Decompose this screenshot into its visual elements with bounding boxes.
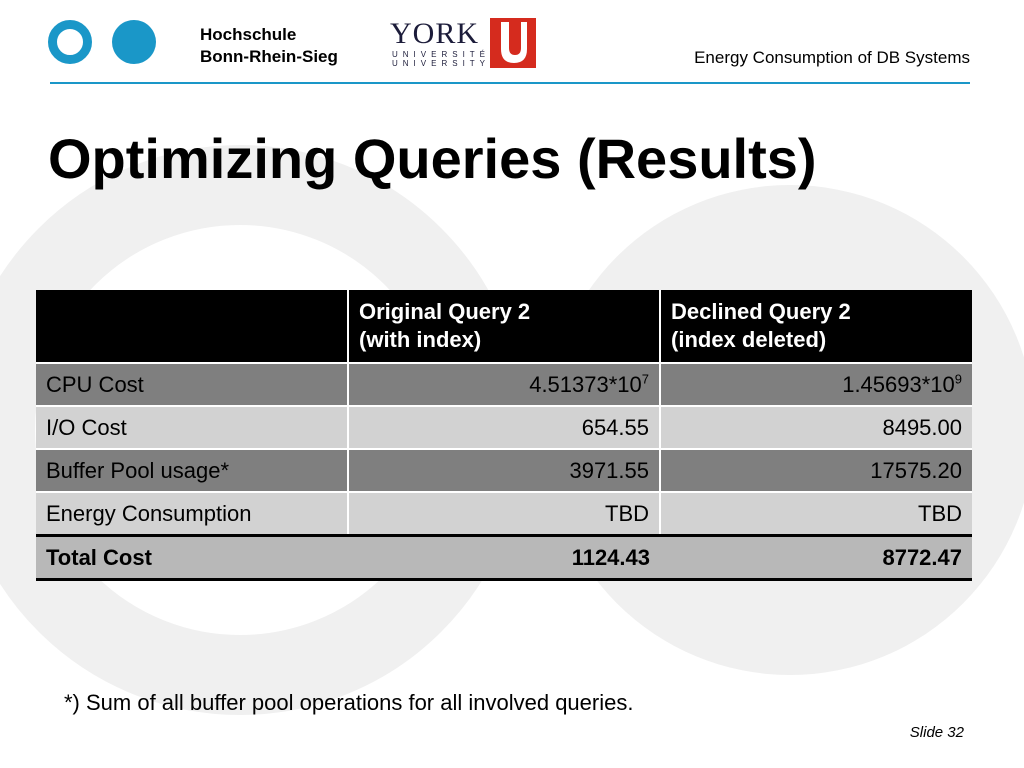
cell-original: 3971.55	[348, 449, 660, 492]
table-row-energy	[36, 492, 972, 536]
row-label: Energy Consumption	[36, 492, 348, 536]
solid-circle-icon	[112, 20, 156, 64]
table-header-row	[36, 290, 972, 363]
table-row-cpu-cost	[36, 363, 972, 406]
york-university-logo	[390, 18, 540, 70]
presentation-title: Energy Consumption of DB Systems	[694, 48, 970, 67]
header-declined-query	[660, 290, 972, 363]
table-row-io-cost	[36, 406, 972, 449]
cell-original: $4.51373*10^7$	[348, 363, 660, 406]
institution-name	[200, 24, 338, 68]
slide-header	[0, 0, 1024, 90]
slide-title: Optimizing Queries (Results)	[48, 127, 817, 190]
header-declined-line2: (index deleted)	[671, 327, 827, 352]
cell-declined: $1.45693*10^9$	[660, 363, 972, 406]
institution-line1: Hochschule	[200, 25, 297, 44]
cell-original: 654.55	[348, 406, 660, 449]
header-original-query	[348, 290, 660, 363]
header-declined-line1: Declined Query 2	[671, 299, 851, 324]
cell-declined: 8495.00	[660, 406, 972, 449]
cell-declined: 17575.20	[660, 449, 972, 492]
header-original-line1: Original Query 2	[359, 299, 531, 324]
institution-line2: Bonn-Rhein-Sieg	[200, 47, 338, 66]
york-u-icon	[490, 18, 536, 68]
header-empty-cell	[36, 290, 348, 363]
row-label: I/O Cost	[36, 406, 348, 449]
cell-declined: 8772.47	[660, 536, 972, 580]
header-divider	[50, 82, 970, 84]
slide-number: Slide 32	[909, 724, 964, 741]
cell-original: 1124.43	[348, 536, 660, 580]
ring-circle-icon	[48, 20, 92, 64]
cell-original: TBD	[348, 492, 660, 536]
footnote: *) Sum of all buffer pool operations for all involved queries.	[64, 690, 634, 715]
cell-declined: TBD	[660, 492, 972, 536]
results-table	[36, 290, 972, 581]
hochschule-logo	[48, 20, 158, 64]
table-row-buffer-pool	[36, 449, 972, 492]
york-sub-english: UNIVERSITY	[392, 59, 491, 68]
york-wordmark: YORK	[390, 17, 480, 50]
row-label: CPU Cost	[36, 363, 348, 406]
york-sub-french: UNIVERSITÉ	[392, 50, 491, 59]
header-original-line2: (with index)	[359, 327, 482, 352]
row-label: Total Cost	[36, 536, 348, 580]
table-row-total	[36, 536, 972, 580]
row-label: Buffer Pool usage*	[36, 449, 348, 492]
